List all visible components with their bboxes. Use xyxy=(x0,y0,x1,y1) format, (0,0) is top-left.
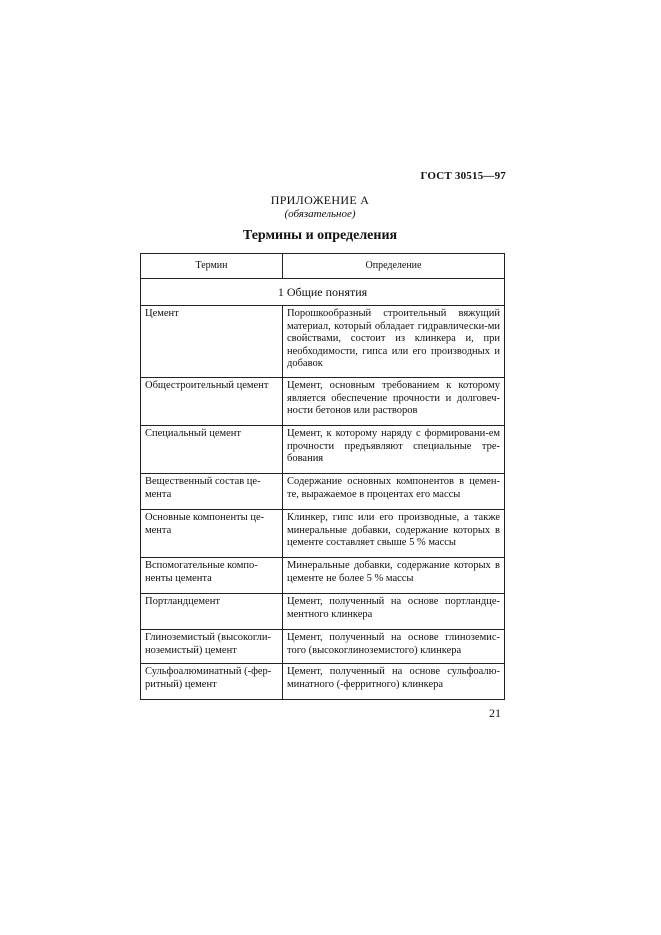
term-cell: Специальный цемент xyxy=(141,426,283,474)
table-header-row xyxy=(141,254,505,279)
table-row xyxy=(141,306,505,378)
table-row xyxy=(141,426,505,474)
definition-cell: Цемент, полученный на основе глиноземис-того (высокоглиноземистого) клинкера xyxy=(283,630,505,664)
term-cell: Глиноземистый (высокогли-ноземистый) цемент xyxy=(141,630,283,664)
document-code: ГОСТ 30515—97 xyxy=(420,170,506,182)
term-cell: Вспомогательные компо-ненты цемента xyxy=(141,558,283,594)
term-cell: Вещественный состав це-мента xyxy=(141,474,283,510)
table-row xyxy=(141,510,505,558)
definition-cell: Цемент, полученный на основе сульфоалю-минатного (-ферритного) клинкера xyxy=(283,664,505,700)
term-cell: Цемент xyxy=(141,306,283,378)
annex-title: ПРИЛОЖЕНИЕ А xyxy=(270,193,370,207)
definition-cell: Минеральные добавки, содержание которых в цементе не более 5 % массы xyxy=(283,558,505,594)
table-row xyxy=(141,378,505,426)
table-row xyxy=(141,630,505,664)
term-cell: Общестроительный цемент xyxy=(141,378,283,426)
column-header-definition: Определение xyxy=(283,254,505,279)
table-row xyxy=(141,558,505,594)
table-row xyxy=(141,474,505,510)
section-row xyxy=(141,279,505,306)
definition-cell: Содержание основных компонентов в цемен-те, выражаемое в процентах его массы xyxy=(283,474,505,510)
definition-cell: Цемент, основным требованием к которому является обеспечение прочности и долговеч-ности бетонов или растворов xyxy=(283,378,505,426)
definition-cell: Порошкообразный строительный вяжущий материал, который обладает гидравлически-ми свойствами, состоит из клинкера и, при необходимости, гипса или его производных и добавок xyxy=(283,306,505,378)
definition-cell: Цемент, к которому наряду с формировани-ем прочности предъявляют специальные тре-бования xyxy=(283,426,505,474)
section-title: 1 Общие понятия xyxy=(141,279,505,306)
page-number: 21 xyxy=(489,706,501,720)
annex-status: (обязательное) xyxy=(284,208,356,220)
terms-table xyxy=(140,253,505,700)
column-header-term: Термин xyxy=(141,254,283,279)
page-title: Термины и определения xyxy=(242,228,398,243)
term-cell: Портландцемент xyxy=(141,594,283,630)
table-row xyxy=(141,664,505,700)
definition-cell: Клинкер, гипс или его производные, а также минеральные добавки, содержание которых в цементе составляет свыше 5 % массы xyxy=(283,510,505,558)
definition-cell: Цемент, полученный на основе портландце-ментного клинкера xyxy=(283,594,505,630)
term-cell: Сульфоалюминатный (-фер-ритный) цемент xyxy=(141,664,283,700)
table-row xyxy=(141,594,505,630)
term-cell: Основные компоненты це-мента xyxy=(141,510,283,558)
